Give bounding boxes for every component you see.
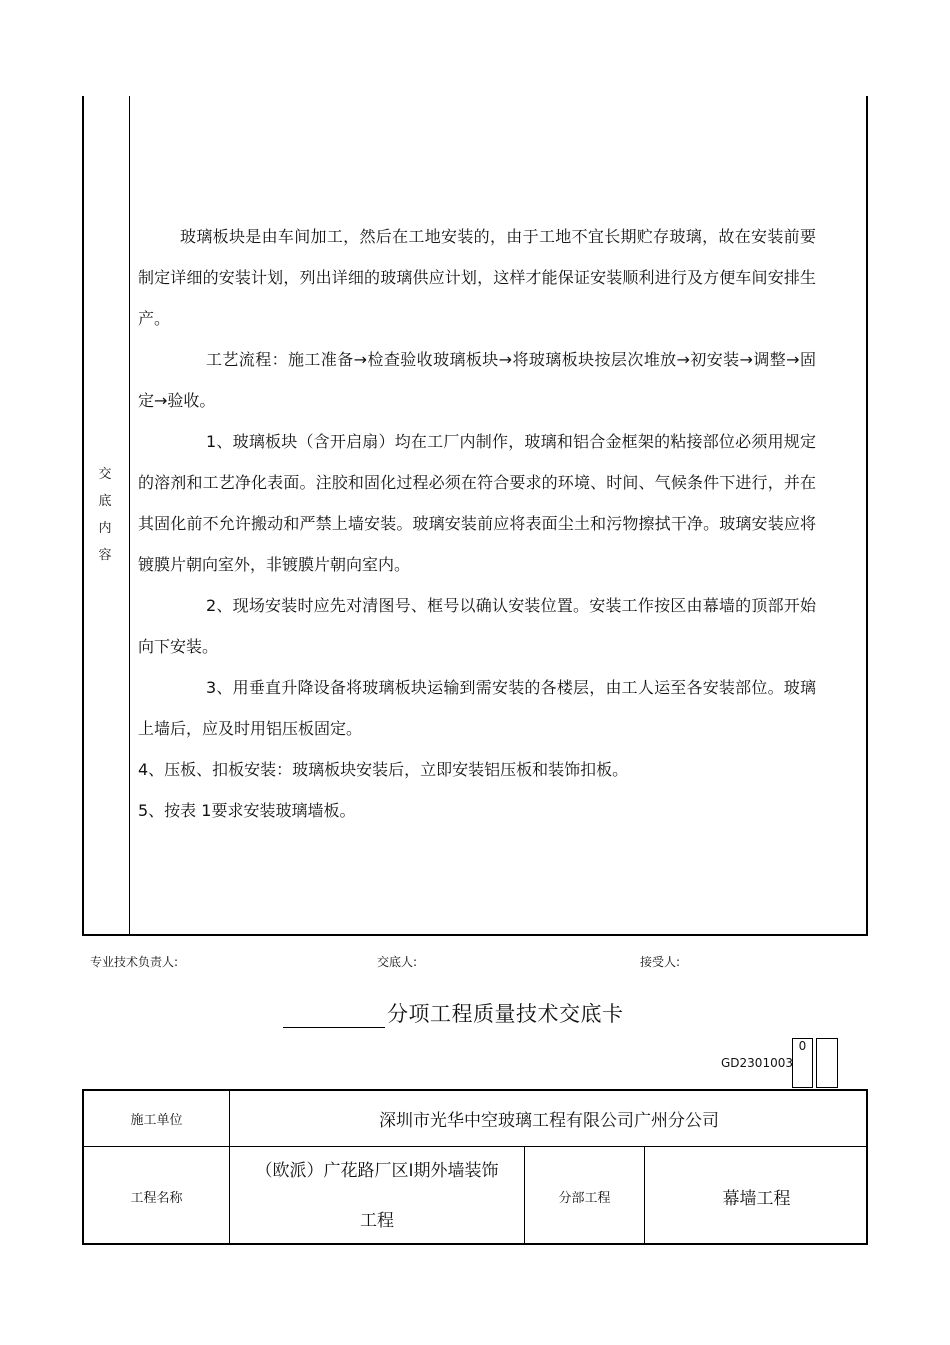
paragraph-step-2: 2、现场安装时应先对清图号、框号以确认安装位置。安装工作按区由幕墙的顶部开始向下安装。 (138, 596, 816, 656)
project-name-value (230, 1147, 524, 1245)
paragraph-step-3: 3、用垂直升降设备将玻璃板块运输到需安装的各楼层，由工人运至各安装部位。玻璃上墙后，应及时用铝压板固定。 (138, 678, 816, 738)
tech-lead-signature-label: 专业技术负责人: (90, 955, 179, 969)
paragraph-step-1: 1、玻璃板块（含开启扇）均在工厂内制作，玻璃和铝合金框架的粘接部位必须用规定的溶剂和工艺净化表面。注胶和固化过程必须在符合要求的环境、时间、气候条件下进行，并在其固化前不允许搬动和严禁上墙安装。玻璃安装前应将表面尘土和污物擦拭干净。玻璃安装应将镀膜片朝向室外，非镀膜片朝向室内。 (138, 432, 816, 574)
code-box-empty (816, 1038, 838, 1088)
disclosure-content-box (82, 96, 868, 936)
construction-unit-value: 深圳市光华中空玻璃工程有限公司广州分公司 (379, 1111, 719, 1131)
box-bottom-border (82, 934, 868, 936)
box-left-border (82, 96, 84, 936)
disclosure-text (138, 216, 816, 831)
subproject-value: 幕墙工程 (722, 1188, 791, 1209)
construction-unit-label: 施工单位 (130, 1113, 183, 1128)
document-code: GD2301003 (721, 1056, 793, 1070)
title-blank-line (283, 1003, 385, 1028)
project-name-label: 工程名称 (130, 1190, 183, 1206)
receiver-signature-label: 接受人: (640, 955, 681, 969)
paragraph-process-flow: 工艺流程：施工准备→检查验收玻璃板块→将玻璃板块按层次堆放→初安装→调整→固定→验收。 (138, 350, 816, 410)
project-name-line-2: 工程 (360, 1211, 394, 1231)
box-right-border (866, 96, 868, 936)
label-char: 内 (98, 521, 112, 536)
code-box-serial (792, 1038, 813, 1088)
code-box-value: 0 (798, 1039, 807, 1053)
label-char: 交 (98, 467, 112, 482)
form-title-text: 分项工程质量技术交底卡 (387, 1002, 624, 1026)
label-char: 容 (98, 548, 112, 563)
project-info-table (82, 1089, 868, 1245)
presenter-signature-label: 交底人: (377, 955, 418, 969)
project-name-line-1: （欧派）广花路厂区Ⅰ期外墙装饰 (255, 1161, 499, 1181)
label-char: 底 (98, 494, 112, 509)
box-column-divider (129, 96, 130, 936)
paragraph-step-5: 5、按表 1要求安装玻璃墙板。 (138, 801, 356, 820)
paragraph-step-4: 4、压板、扣板安装：玻璃板块安装后，立即安装铝压板和装饰扣板。 (138, 760, 629, 779)
form-title (283, 998, 624, 1028)
subproject-label: 分部工程 (558, 1190, 611, 1206)
disclosure-content-label (90, 461, 120, 569)
paragraph-intro: 玻璃板块是由车间加工，然后在工地安装的，由于工地不宜长期贮存玻璃，故在安装前要制定详细的安装计划，列出详细的玻璃供应计划，这样才能保证安装顺利进行及方便车间安排生产。 (138, 227, 816, 328)
